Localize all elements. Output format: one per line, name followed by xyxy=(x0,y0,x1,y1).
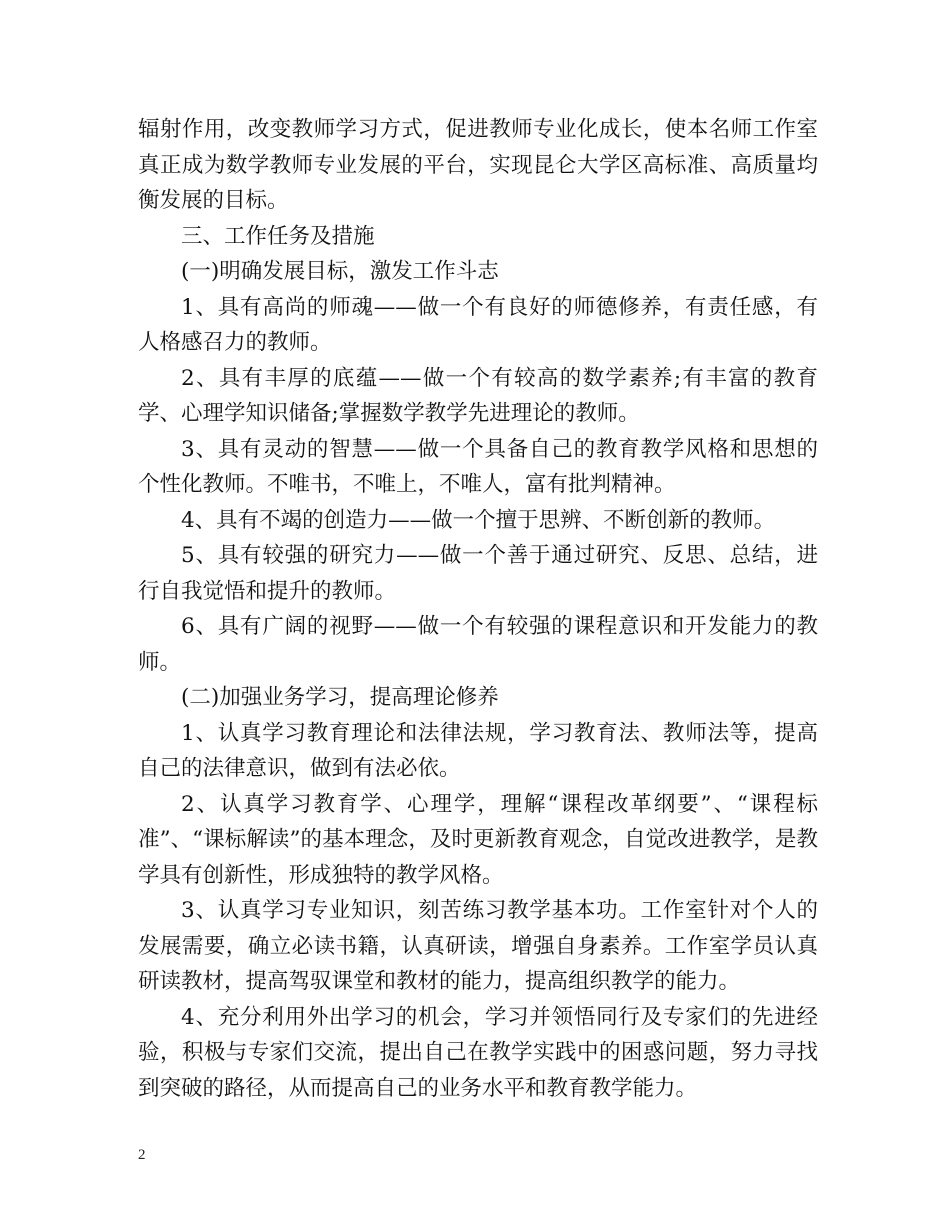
paragraph-goal-6: 6、具有广阔的视野——做一个有较强的课程意识和开发能力的教师。 xyxy=(138,614,818,675)
paragraph-study-4: 4、充分利用外出学习的机会，学习并领悟同行及专家们的先进经验，积极与专家们交流，提出自己在教学实践中的困惑问题，努力寻找到突破的路径，从而提高自己的业务水平和教育教学能力。 xyxy=(138,1004,818,1101)
paragraph-goal-5: 5、具有较强的研究力——做一个善于通过研究、反思、总结，进行自我觉悟和提升的教师。 xyxy=(138,543,818,604)
paragraph-goal-4: 4、具有不竭的创造力——做一个擅于思辨、不断创新的教师。 xyxy=(181,507,776,533)
paragraph-study-1: 1、认真学习教育理论和法律法规，学习教育法、教师法等，提高自己的法律意识，做到有法必依。 xyxy=(138,720,818,781)
paragraph-goal-3: 3、具有灵动的智慧——做一个具备自己的教育教学风格和思想的个性化教师。不唯书，不唯上，不唯人，富有批判精神。 xyxy=(138,436,818,497)
paragraph-study-2: 2、认真学习教育学、心理学，理解“课程改革纲要”、“课程标准”、“课标解读”的基本理念，及时更新教育观念，自觉改进教学，是教学具有创新性，形成独特的教学风格。 xyxy=(138,791,818,888)
section-heading-tasks: 三、工作任务及措施 xyxy=(181,223,375,249)
subsection-heading-goals: (一)明确发展目标，激发工作斗志 xyxy=(181,259,499,284)
paragraph-study-3: 3、认真学习专业知识，刻苦练习教学基本功。工作室针对个人的发展需要，确立必读书籍，认真研读，增强自身素养。工作室学员认真研读教材，提高驾驭课堂和教材的能力，提高组织教学的能力。 xyxy=(138,898,818,994)
subsection-heading-study: (二)加强业务学习，提高理论修养 xyxy=(181,685,499,710)
paragraph-intro-continuation: 辐射作用，改变教师学习方式，促进教师专业化成长，使本名师工作室真正成为数学教师专业发展的平台，实现昆仑大学区高标准、高质量均衡发展的目标。 xyxy=(138,117,818,213)
page-number: 2 xyxy=(138,1147,146,1163)
paragraph-goal-1: 1、具有高尚的师魂——做一个有良好的师德修养，有责任感，有人格感召力的教师。 xyxy=(138,294,818,355)
document-body xyxy=(138,112,818,1106)
paragraph-goal-2: 2、具有丰厚的底蕴——做一个有较高的数学素养;有丰富的教育学、心理学知识储备;掌握数学教学先进理论的教师。 xyxy=(138,365,818,426)
